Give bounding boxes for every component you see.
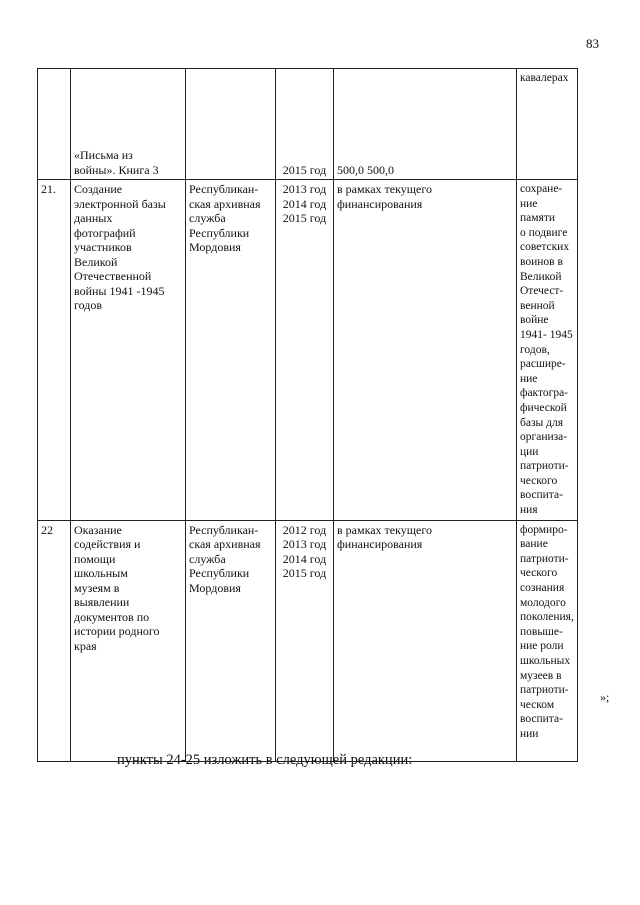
- table-row: [38, 520, 578, 761]
- cell-financing: в рамках текущего финансирования: [334, 180, 517, 521]
- table-row: [38, 180, 578, 521]
- cell-number: 21.: [38, 180, 71, 521]
- cell-result: сохране- ние памяти о подвиге советских воинов в Великой Отечест- венной войне 1941- 1945 годов, расшире- ние фактогра- фической базы для организа- ции патриоти- ческого воспита- ния: [517, 180, 578, 521]
- table-row-continuation: [38, 69, 578, 180]
- cell-name: Оказание содействия и помощи школьным музеям в выявлении документов по истории родного края: [71, 520, 186, 761]
- page-number: 83: [586, 36, 599, 51]
- cell-number: [38, 69, 71, 180]
- cell-result: кавалерах: [517, 69, 578, 180]
- cell-result: формиро- вание патриоти- ческого сознания молодого поколения, повыше- ние роли школьных музеев в патриоти- ческом воспита- нии: [517, 520, 578, 761]
- cell-name: Создание электронной базы данных фотографий участников Великой Отечественной войны 1941 -1945 годов: [71, 180, 186, 521]
- cell-executor: Республикан- ская архивная служба Республики Мордовия: [186, 520, 276, 761]
- cell-name: «Письма из войны». Книга 3: [71, 69, 186, 180]
- cell-executor: [186, 69, 276, 180]
- cell-financing: в рамках текущего финансирования: [334, 520, 517, 761]
- cell-term: 2013 год 2014 год 2015 год: [276, 180, 334, 521]
- cell-financing: 500,0 500,0: [334, 69, 517, 180]
- cell-number: 22: [38, 520, 71, 761]
- instruction-text: пункты 24-25 изложить в следующей редакции:: [117, 752, 413, 768]
- measures-table: [37, 68, 578, 762]
- cell-term: 2012 год 2013 год 2014 год 2015 год: [276, 520, 334, 761]
- cell-executor: Республикан- ская архивная служба Республики Мордовия: [186, 180, 276, 521]
- closing-quote-mark: »;: [600, 690, 610, 704]
- cell-term: 2015 год: [276, 69, 334, 180]
